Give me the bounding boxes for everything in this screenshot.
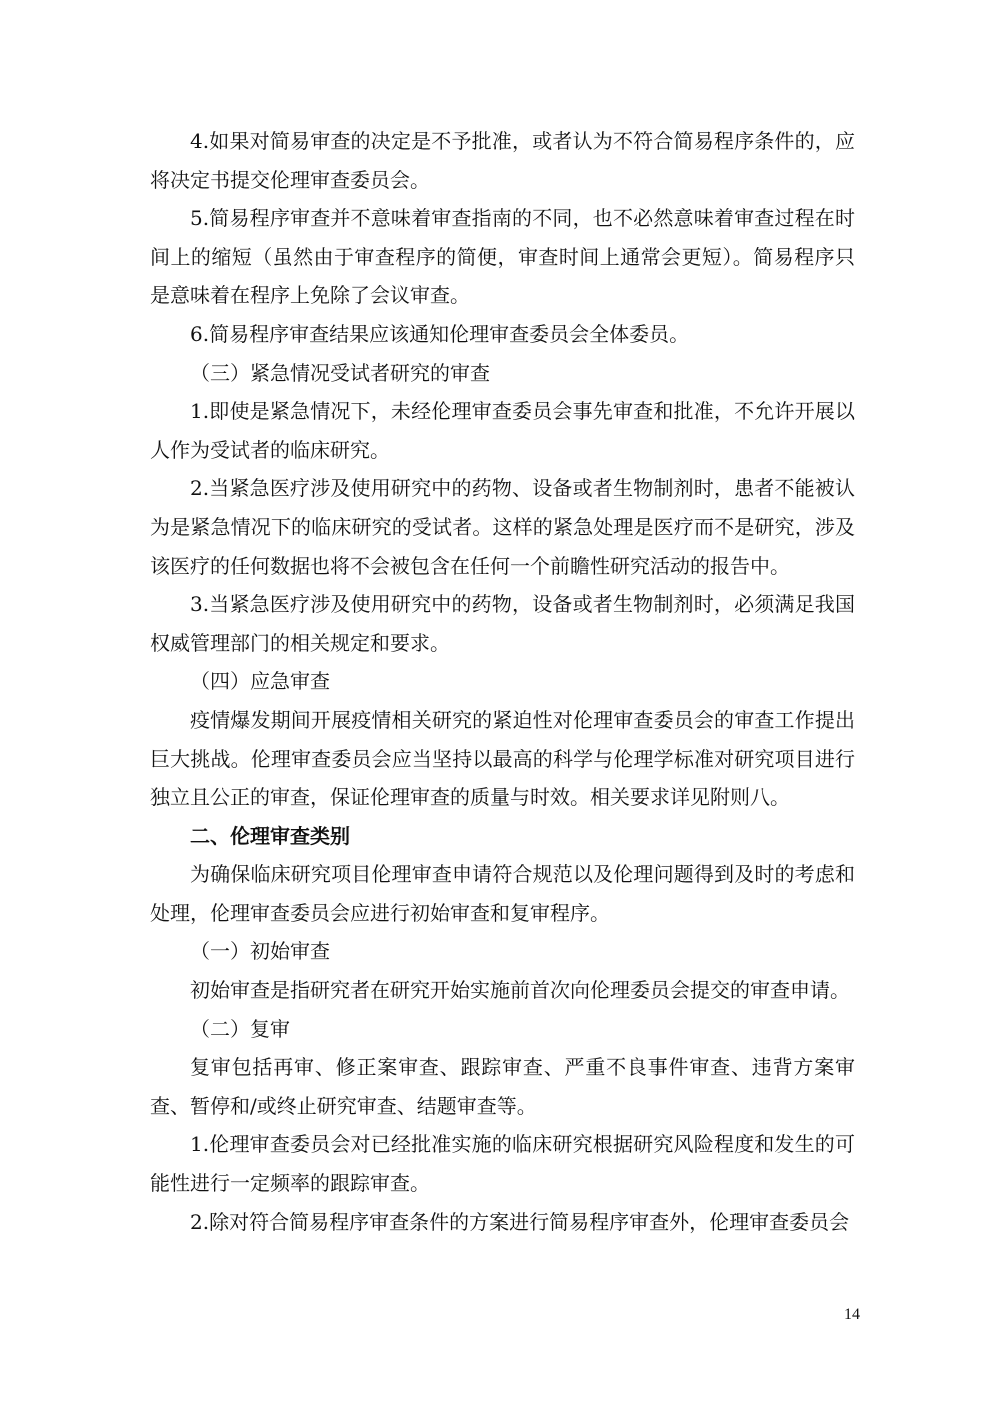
paragraph-item-5: 5.简易程序审查并不意味着审查指南的不同，也不必然意味着审查过程在时间上的缩短（虽然由于审查程序的简便，审查时间上通常会更短）。简易程序只是意味着在程序上免除了会议审查。 (150, 206, 855, 308)
paragraph-item-4: 4.如果对简易审查的决定是不予批准，或者认为不符合简易程序条件的，应将决定书提交伦理审查委员会。 (150, 129, 855, 192)
paragraph-re-review-2: 2.除对符合简易程序审查条件的方案进行简易程序审查外，伦理审查委员会 (190, 1209, 850, 1234)
paragraph-urgent-review: 疫情爆发期间开展疫情相关研究的紧迫性对伦理审查委员会的审查工作提出巨大挑战。伦理审查委员会应当坚持以最高的科学与伦理学标准对研究项目进行独立且公正的审查，保证伦理审查的质量与时效。相关要求详见附则八。 (150, 707, 855, 810)
chapter-heading-review-categories: 二、伦理审查类别 (190, 823, 350, 848)
paragraph-emergency-2: 2.当紧急医疗涉及使用研究中的药物、设备或者生物制剂时，患者不能被认为是紧急情况下的临床研究的受试者。这样的紧急处理是医疗而不是研究，涉及该医疗的任何数据也将不会被包含在任何一个前瞻性研究活动的报告中。 (150, 476, 855, 578)
paragraph-emergency-3: 3.当紧急医疗涉及使用研究中的药物，设备或者生物制剂时，必须满足我国权威管理部门的相关规定和要求。 (150, 592, 855, 655)
paragraph-re-review-intro: 复审包括再审、修正案审查、跟踪审查、严重不良事件审查、违背方案审查、暂停和/或终止研究审查、结题审查等。 (150, 1055, 855, 1118)
document-body (150, 122, 855, 1241)
section-heading-re-review: （二）复审 (190, 1016, 290, 1041)
section-heading-emergency-subjects: （三）紧急情况受试者研究的审查 (190, 360, 490, 385)
paragraph-initial-review: 初始审查是指研究者在研究开始实施前首次向伦理委员会提交的审查申请。 (190, 978, 850, 1003)
paragraph-review-categories-intro: 为确保临床研究项目伦理审查申请符合规范以及伦理问题得到及时的考虑和处理，伦理审查委员会应进行初始审查和复审程序。 (150, 862, 855, 925)
page-number: 14 (844, 1306, 860, 1323)
paragraph-item-6: 6.简易程序审查结果应该通知伦理审查委员会全体委员。 (190, 321, 690, 346)
section-heading-initial-review: （一）初始审查 (190, 939, 330, 964)
paragraph-emergency-1: 1.即使是紧急情况下，未经伦理审查委员会事先审查和批准，不允许开展以人作为受试者的临床研究。 (150, 399, 855, 462)
paragraph-re-review-1: 1.伦理审查委员会对已经批准实施的临床研究根据研究风险程度和发生的可能性进行一定频率的跟踪审查。 (150, 1132, 855, 1196)
section-heading-urgent-review: （四）应急审查 (190, 669, 330, 694)
